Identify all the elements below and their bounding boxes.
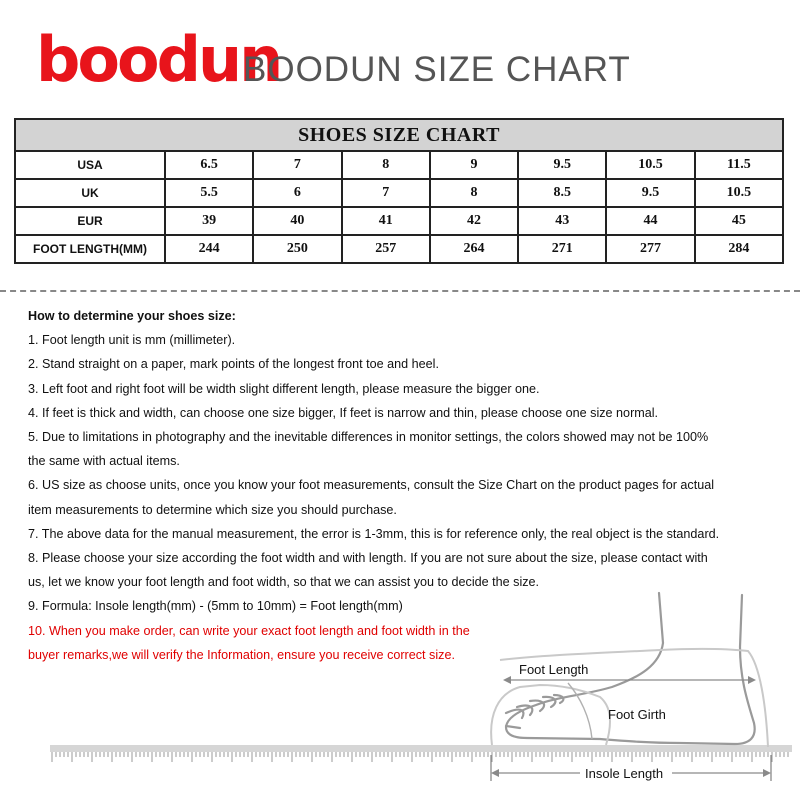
- table-cell: 264: [430, 235, 518, 263]
- guide-note-red: 10. When you make order, can write your exact foot length and foot width in the: [28, 623, 470, 638]
- table-cell: 5.5: [165, 179, 253, 207]
- table-cell: 6: [253, 179, 341, 207]
- table-title-row: [15, 119, 783, 151]
- page-title: BOODUN SIZE CHART: [243, 50, 631, 89]
- table-cell: 9.5: [606, 179, 694, 207]
- guide-line: 6. US size as choose units, once you know your foot measurements, consult the Size Chart on the product pages for actual: [28, 478, 715, 493]
- guide-note-red: buyer remarks,we will verify the Information, ensure you receive correct size.: [28, 647, 455, 662]
- brand-logo: boodun: [36, 23, 281, 96]
- table-cell: 6.5: [165, 151, 253, 179]
- guide-line: 2. Stand straight on a paper, mark points of the longest front toe and heel.: [28, 357, 439, 372]
- guide-line: 7. The above data for the manual measurement, the error is 1-3mm, this is for reference only, the real object is the standard.: [28, 526, 720, 541]
- table-cell: 44: [606, 207, 694, 235]
- foot-illustration: [0, 585, 800, 800]
- table-cell: 8.5: [518, 179, 606, 207]
- guide-line: 4. If feet is thick and width, can choose one size bigger, If feet is narrow and thin, please choose one size normal.: [28, 405, 659, 420]
- table-row-eur: [15, 207, 783, 235]
- table-cell: 43: [518, 207, 606, 235]
- table-cell: 11.5: [695, 151, 783, 179]
- guide-line: 9. Formula: Insole length(mm) - (5mm to 10mm) = Foot length(mm): [28, 599, 403, 614]
- table-row-usa: [15, 151, 783, 179]
- ruler: [50, 745, 792, 762]
- header: [36, 23, 776, 96]
- table-cell: 42: [430, 207, 518, 235]
- table-cell: 271: [518, 235, 606, 263]
- guide-line: us, let we know your foot length and foot width, so that we can assist you to decide the size.: [28, 575, 540, 590]
- guide-line: item measurements to determine which size you should purchase.: [28, 502, 397, 517]
- row-label: UK: [15, 179, 165, 207]
- table-cell: 10.5: [695, 179, 783, 207]
- table-cell: 250: [253, 235, 341, 263]
- foot-girth-label: Foot Girth: [608, 707, 666, 722]
- dashed-divider: [0, 290, 800, 292]
- table-cell: 39: [165, 207, 253, 235]
- row-label: EUR: [15, 207, 165, 235]
- table-cell: 277: [606, 235, 694, 263]
- table-cell: 284: [695, 235, 783, 263]
- insole-length-label: Insole Length: [585, 766, 664, 781]
- table-cell: 8: [342, 151, 430, 179]
- table-title: SHOES SIZE CHART: [15, 119, 783, 151]
- foot-length-label: Foot Length: [519, 662, 589, 677]
- table-cell: 45: [695, 207, 783, 235]
- foot-measure-diagram: [0, 585, 800, 800]
- table-cell: 40: [253, 207, 341, 235]
- table-cell: 9.5: [518, 151, 606, 179]
- table-row-uk: [15, 179, 783, 207]
- guide-line: 8. Please choose your size according the foot width and with length. If you are not sure about the size, please contact with: [28, 551, 708, 566]
- table-cell: 9: [430, 151, 518, 179]
- foot-length-arrow: [503, 676, 756, 684]
- table-row-foot-length: [15, 235, 783, 263]
- guide-heading: How to determine your shoes size:: [28, 309, 236, 323]
- table-cell: 10.5: [606, 151, 694, 179]
- table-cell: 7: [253, 151, 341, 179]
- row-label: USA: [15, 151, 165, 179]
- table-cell: 244: [165, 235, 253, 263]
- table-cell: 257: [342, 235, 430, 263]
- guide-line: 5. Due to limitations in photography and the inevitable differences in monitor settings, the colors showed may not be 100%: [28, 430, 709, 445]
- size-chart-table: [14, 118, 784, 264]
- guide-line: 3. Left foot and right foot will be width slight different length, please measure the bigger one.: [28, 381, 540, 396]
- table-cell: 41: [342, 207, 430, 235]
- table-cell: 7: [342, 179, 430, 207]
- table-cell: 8: [430, 179, 518, 207]
- foot-girth-band: [568, 683, 592, 739]
- guide-line: the same with actual items.: [28, 454, 180, 469]
- row-label: FOOT LENGTH(MM): [15, 235, 165, 263]
- guide-line: 1. Foot length unit is mm (millimeter).: [28, 333, 236, 348]
